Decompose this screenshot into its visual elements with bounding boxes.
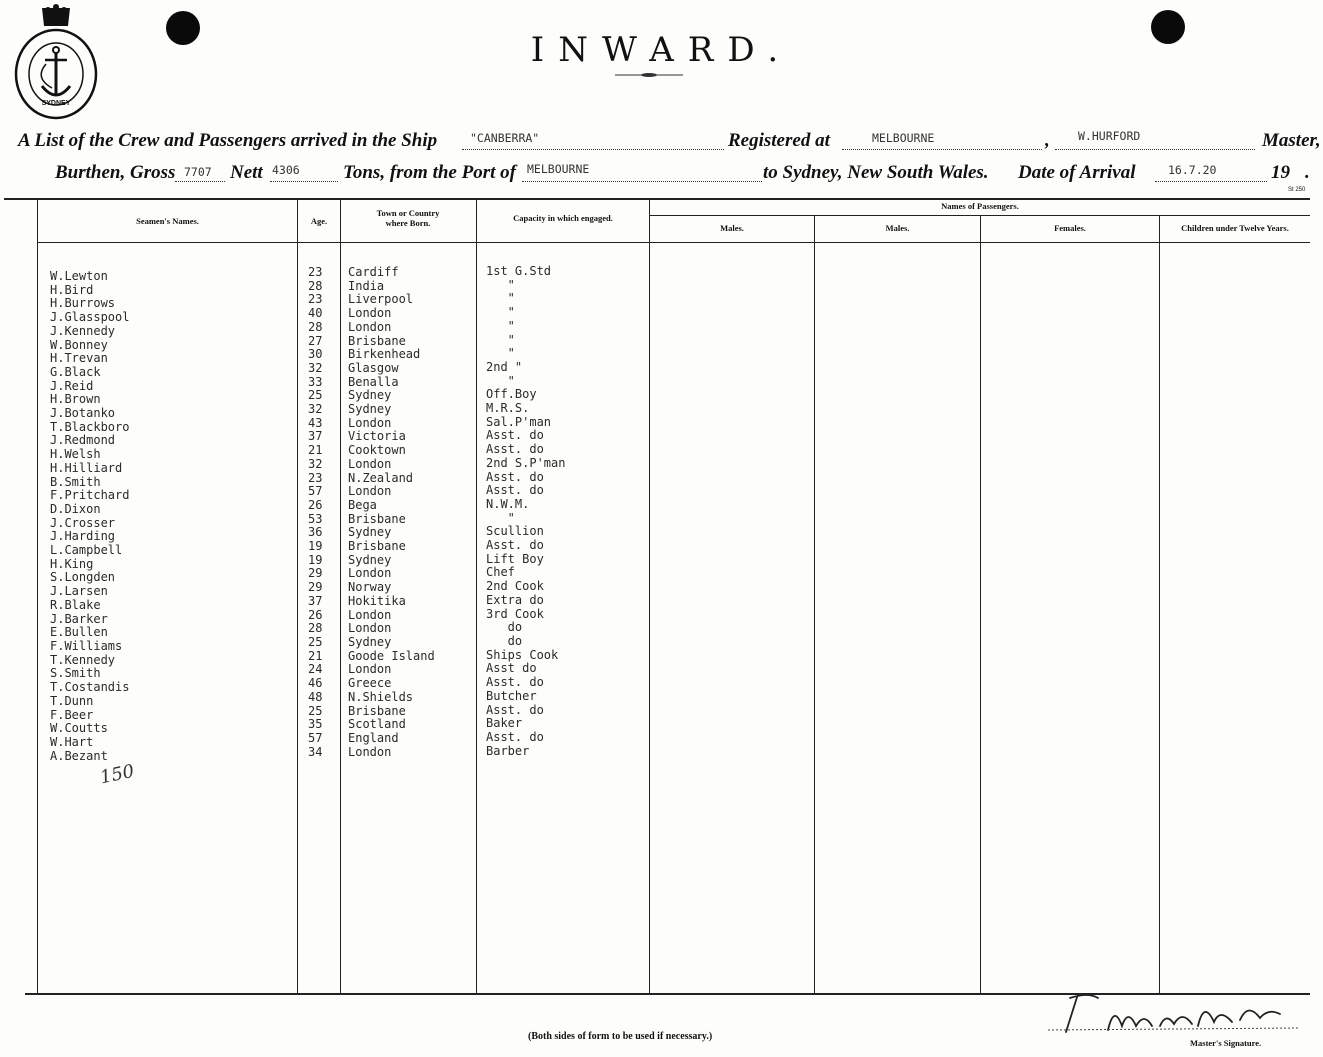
crew-capacity: ": [486, 332, 515, 347]
crew-age: 32: [308, 456, 323, 471]
crew-capacity: ": [486, 510, 515, 525]
crew-birthplace: Glasgow: [348, 360, 399, 375]
crew-name: H.Hilliard: [50, 460, 123, 475]
crew-birthplace: London: [348, 607, 392, 622]
footer-note: (Both sides of form to be used if necessary.): [528, 1031, 713, 1042]
crew-name: J.Kennedy: [50, 323, 116, 338]
crew-name: J.Harding: [50, 529, 116, 544]
crew-birthplace: Birkenhead: [348, 347, 421, 362]
crew-birthplace: Brisbane: [348, 703, 406, 718]
crew-capacity: ": [486, 346, 515, 361]
col-head-males-2: Males.: [885, 223, 910, 233]
crew-birthplace: London: [348, 621, 392, 636]
crew-age-column: [308, 266, 322, 759]
crew-age: 23: [308, 470, 323, 485]
crew-capacity: Asst. do: [486, 428, 544, 443]
crew-name: J.Larsen: [50, 584, 108, 599]
crew-age: 23: [308, 292, 323, 307]
crew-name: H.Burrows: [50, 296, 116, 311]
crew-name: T.Dunn: [50, 693, 94, 708]
crew-birthplace: N.Shields: [348, 689, 414, 704]
col-divider-females: [980, 215, 981, 994]
ship-dotline: [462, 149, 724, 150]
crew-name: D.Dixon: [50, 501, 101, 516]
comma: ,: [1045, 130, 1050, 151]
ship-name: "CANBERRA": [470, 131, 540, 145]
arrival-date-label: Date of Arrival: [1018, 162, 1136, 183]
port-dotline: [522, 181, 762, 182]
crew-capacity: Asst do: [486, 661, 537, 676]
col-divider-males2: [814, 215, 815, 994]
crew-birthplace: N.Zealand: [348, 470, 414, 485]
crew-name: W.Bonney: [50, 337, 108, 352]
crew-capacity: Off.Boy: [486, 387, 537, 402]
crew-age: 25: [308, 703, 323, 718]
master-signature: [1048, 990, 1298, 1036]
crew-name: H.King: [50, 556, 94, 571]
crew-name: A.Bezant: [50, 748, 108, 763]
crew-capacity: ": [486, 291, 515, 306]
crew-birthplace: Cardiff: [348, 265, 399, 279]
crew-name: G.Black: [50, 364, 101, 379]
crew-age: 57: [308, 730, 323, 745]
crew-names-column: [50, 270, 129, 763]
col-divider-left: [37, 200, 38, 994]
title-ornament: [615, 73, 683, 77]
crew-capacity: ": [486, 318, 515, 333]
crew-birthplace: Goode Island: [348, 648, 435, 663]
crew-capacity: Chef: [486, 565, 515, 580]
crew-name: W.Lewton: [50, 269, 108, 283]
crew-birthplace-column: [348, 266, 435, 759]
closing-dot: .: [1305, 162, 1310, 183]
crew-birthplace: Hokitika: [348, 593, 406, 608]
crew-name: T.Costandis: [50, 680, 130, 695]
crew-capacity: 3rd Cook: [486, 606, 544, 621]
crew-age: 21: [308, 443, 323, 458]
crew-birthplace: Sydney: [348, 634, 392, 649]
master-label: Master,: [1262, 130, 1321, 151]
crew-capacity: Barber: [486, 743, 530, 758]
seal-city: SYDNEY: [41, 100, 71, 107]
crew-name: J.Redmond: [50, 433, 116, 448]
crew-capacity: do: [486, 633, 523, 648]
crew-name: F.Williams: [50, 638, 123, 653]
crew-age: 48: [308, 689, 323, 704]
crew-capacity: Baker: [486, 716, 523, 731]
crew-capacity: M.R.S.: [486, 401, 530, 416]
crew-birthplace: London: [348, 456, 392, 471]
crew-name: T.Kennedy: [50, 652, 116, 667]
crew-age: 32: [308, 360, 323, 375]
col-head-children: Children under Twelve Years.: [1181, 223, 1289, 233]
crew-birthplace: Scotland: [348, 717, 406, 732]
crew-name: W.Coutts: [50, 721, 108, 736]
crew-capacity: ": [486, 373, 515, 388]
handwritten-tally: 150: [98, 760, 137, 789]
crew-capacity: Asst. do: [486, 442, 544, 457]
crew-age: 26: [308, 607, 323, 622]
page-title: INWARD.: [530, 30, 793, 70]
col-head-passengers: Names of Passengers.: [941, 201, 1019, 211]
crew-name: T.Blackboro: [50, 419, 130, 434]
crew-birthplace: India: [348, 278, 385, 293]
crew-birthplace: London: [348, 662, 392, 677]
master-dotline: [1055, 149, 1255, 150]
crew-capacity: Asst. do: [486, 675, 544, 690]
crew-age: 28: [308, 278, 323, 293]
nett-tons: 4306: [272, 163, 300, 177]
crew-name: H.Welsh: [50, 447, 101, 462]
crew-name: W.Hart: [50, 734, 94, 749]
crew-birthplace: Brisbane: [348, 539, 406, 554]
col-divider-age: [297, 200, 298, 994]
crew-name: J.Botanko: [50, 406, 116, 421]
crew-birthplace: Norway: [348, 580, 392, 595]
crew-name: J.Barker: [50, 611, 108, 626]
tons-from-label: Tons, from the Port of: [343, 162, 516, 183]
crew-capacity: Asst. do: [486, 538, 544, 553]
col-divider-capacity: [476, 200, 477, 994]
crew-capacity: ": [486, 305, 515, 320]
crew-age: 28: [308, 621, 323, 636]
table-header-rule: [38, 242, 1310, 243]
crew-age: 24: [308, 662, 323, 677]
crew-capacity: do: [486, 620, 523, 635]
crew-name: F.Pritchard: [50, 488, 130, 503]
registered-label: Registered at: [728, 130, 830, 151]
crew-name: H.Trevan: [50, 351, 108, 366]
crew-age: 25: [308, 388, 323, 403]
crew-capacity: Asst. do: [486, 469, 544, 484]
col-head-age: Age.: [310, 216, 328, 226]
crew-birthplace: London: [348, 415, 392, 430]
col-head-town: Town or Country where Born.: [376, 208, 440, 228]
crew-age: 21: [308, 648, 323, 663]
crew-name: L.Campbell: [50, 543, 123, 558]
crew-age: 27: [308, 333, 323, 348]
crew-age: 32: [308, 402, 323, 417]
crew-birthplace: Brisbane: [348, 333, 406, 348]
crew-name: R.Blake: [50, 597, 101, 612]
crew-capacity: Lift Boy: [486, 551, 544, 566]
date-dotline: [1155, 181, 1267, 182]
nett-label: Nett: [230, 162, 263, 183]
crew-capacity: 2nd S.P'man: [486, 455, 566, 470]
crew-age: 35: [308, 717, 323, 732]
crew-capacity: Asst. do: [486, 483, 544, 498]
crew-capacity: Butcher: [486, 688, 537, 703]
crew-birthplace: Bega: [348, 497, 377, 512]
registered-dotline: [842, 149, 1042, 150]
col-divider-passengers: [649, 200, 650, 994]
crew-name: J.Crosser: [50, 515, 116, 530]
crew-capacity: ": [486, 277, 515, 292]
crew-capacity-column: [486, 265, 565, 758]
arrival-year: 19: [1271, 162, 1290, 183]
crew-age: 37: [308, 593, 323, 608]
crew-age: 28: [308, 319, 323, 334]
crew-birthplace: Sydney: [348, 388, 392, 403]
departure-port: MELBOURNE: [527, 162, 590, 176]
crew-age: 33: [308, 374, 323, 389]
arrival-date: 16.7.20: [1168, 163, 1217, 177]
col-head-males-1: Males.: [720, 223, 744, 233]
col-head-names: Seamen's Names.: [136, 216, 199, 226]
crew-capacity: Asst. do: [486, 729, 544, 744]
crew-age: 30: [308, 347, 323, 362]
form-number: St 250: [1288, 187, 1306, 193]
crew-birthplace: London: [348, 306, 392, 321]
crew-birthplace: London: [348, 484, 392, 499]
crew-age: 43: [308, 415, 323, 430]
crew-birthplace: Liverpool: [348, 292, 414, 307]
crew-capacity: Scullion: [486, 524, 544, 539]
col-head-capacity: Capacity in which engaged.: [513, 213, 613, 223]
crew-birthplace: London: [348, 319, 392, 334]
crew-age: 19: [308, 552, 323, 567]
crew-age: 46: [308, 676, 323, 691]
destination-label: to Sydney, New South Wales.: [763, 162, 989, 183]
crew-capacity: N.W.M.: [486, 496, 530, 511]
crew-age: 23: [308, 265, 323, 279]
crew-name: B.Smith: [50, 474, 101, 489]
crew-birthplace: Sydney: [348, 525, 392, 540]
crew-birthplace: Sydney: [348, 552, 392, 567]
crew-capacity: Asst. do: [486, 702, 544, 717]
col-divider-town: [340, 200, 341, 994]
crew-age: 40: [308, 306, 323, 321]
crew-capacity: 2nd ": [486, 359, 523, 374]
crew-name: F.Beer: [50, 707, 94, 722]
crew-birthplace: Brisbane: [348, 511, 406, 526]
crew-name: H.Brown: [50, 392, 101, 407]
master-name: W.HURFORD: [1078, 129, 1141, 143]
crew-name: J.Reid: [50, 378, 94, 393]
crew-birthplace: Greece: [348, 676, 392, 691]
crew-birthplace: England: [348, 730, 399, 745]
crew-age: 37: [308, 429, 323, 444]
crew-name: H.Bird: [50, 282, 94, 297]
table-top-rule: [4, 198, 1310, 200]
header-prefix: A List of the Crew and Passengers arrived in the Ship: [18, 130, 438, 151]
nett-dotline: [270, 181, 338, 182]
crew-birthplace: London: [348, 566, 392, 581]
crew-birthplace: Sydney: [348, 402, 392, 417]
crew-capacity: Ships Cook: [486, 647, 559, 662]
crew-age: 53: [308, 511, 323, 526]
crew-capacity: Sal.P'man: [486, 414, 552, 429]
signature-label: Master's Signature.: [1190, 1038, 1262, 1048]
crew-age: 34: [308, 744, 323, 759]
crew-age: 57: [308, 484, 323, 499]
crew-age: 26: [308, 497, 323, 512]
crew-name: J.Glasspool: [50, 310, 130, 325]
crew-age: 29: [308, 580, 323, 595]
crew-age: 19: [308, 539, 323, 554]
crew-name: S.Longden: [50, 570, 116, 585]
col-divider-children: [1159, 215, 1160, 994]
crew-age: 29: [308, 566, 323, 581]
crew-capacity: Extra do: [486, 592, 544, 607]
crew-age: 25: [308, 634, 323, 649]
crew-capacity: 1st G.Std: [486, 264, 552, 278]
crew-name: S.Smith: [50, 666, 101, 681]
crew-age: 36: [308, 525, 323, 540]
burthen-label: Burthen, Gross: [55, 162, 176, 183]
crew-birthplace: London: [348, 744, 392, 759]
crew-birthplace: Benalla: [348, 374, 399, 389]
crew-birthplace: Victoria: [348, 429, 406, 444]
gross-dotline: [175, 181, 225, 182]
crew-name: E.Bullen: [50, 625, 108, 640]
col-head-females: Females.: [1054, 223, 1086, 233]
crew-birthplace: Cooktown: [348, 443, 406, 458]
registered-port: MELBOURNE: [872, 131, 935, 145]
crew-capacity: 2nd Cook: [486, 579, 544, 594]
gross-tons: 7707: [184, 165, 212, 179]
